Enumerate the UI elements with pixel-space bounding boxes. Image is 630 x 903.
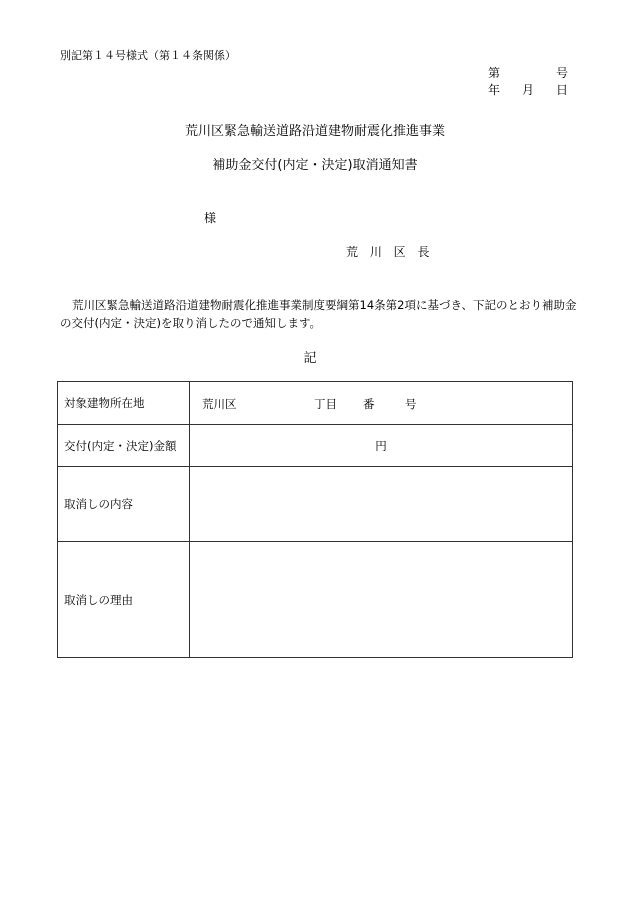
date-year: 年 (488, 83, 501, 97)
table-row-content (58, 467, 573, 542)
address-label: 対象建物所在地 (58, 382, 190, 425)
document-title-line1: 荒川区緊急輸送道路沿道建物耐震化推進事業 (184, 124, 445, 139)
address-ban: 番 (363, 397, 375, 411)
content-value (190, 467, 573, 542)
reason-label: 取消しの理由 (58, 542, 190, 658)
document-number-prefix: 第 (488, 66, 501, 80)
amount-label: 交付(内定・決定)金額 (58, 425, 190, 467)
address-chome: 丁目 (314, 397, 337, 411)
address-ward: 荒川区 (202, 397, 237, 411)
notice-body: 荒川区緊急輸送道路沿道建物耐震化推進事業制度要綱第14条第2項に基づき、下記のとおり補助金の交付(内定・決定)を取り消したので通知します。 (60, 298, 577, 330)
issuer-name: 荒 川 区 長 (346, 245, 434, 259)
address-go: 号 (405, 397, 417, 411)
addressee-suffix: 様 (204, 211, 217, 225)
address-value (190, 382, 573, 425)
table-row-amount (58, 425, 573, 467)
table-row-reason (58, 542, 573, 658)
content-label: 取消しの内容 (58, 467, 190, 542)
form-reference: 別記第１４号様式（第１４条関係） (60, 49, 236, 62)
document-title-line2: 補助金交付(内定・決定)取消通知書 (212, 158, 418, 173)
table-row-address (58, 382, 573, 425)
date-month: 月 (522, 83, 535, 97)
date-day: 日 (556, 83, 569, 97)
ki-heading: 記 (303, 351, 317, 366)
notice-table (57, 381, 573, 658)
amount-value (190, 425, 573, 467)
reason-value (190, 542, 573, 658)
amount-unit: 円 (375, 438, 387, 453)
document-number-suffix: 号 (556, 66, 569, 80)
